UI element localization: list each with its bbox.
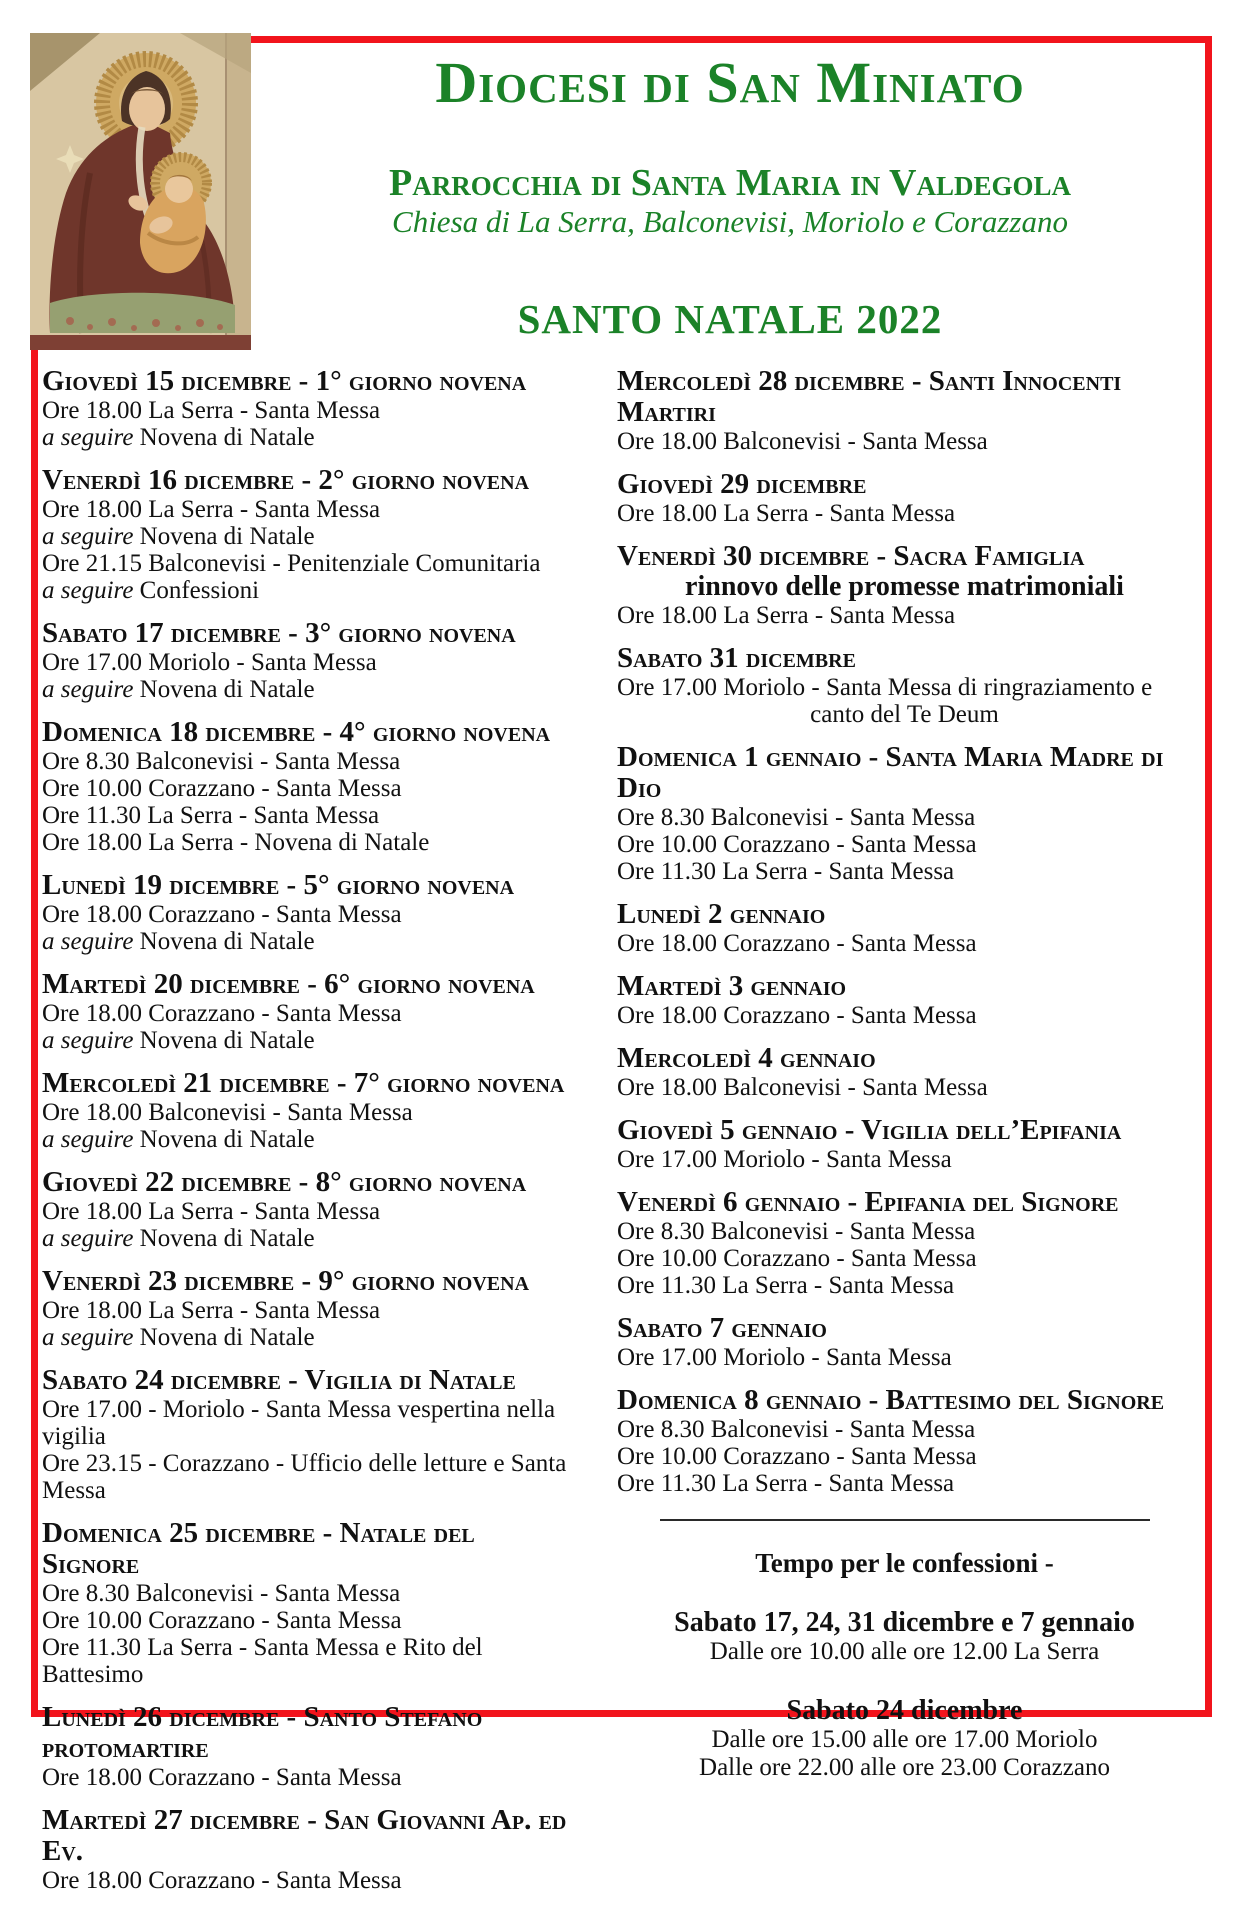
schedule-entry [617,1187,1192,1299]
confessions-line: Dalle ore 15.00 alle ore 17.00 Moriolo [711,1726,1098,1753]
entry-title: Sabato 7 gennaio [617,1312,827,1344]
entry-line: Ore 18.00 Corazzano - Santa Messa [617,1002,977,1029]
parish-title: Parrocchia di Santa Maria in Valdegola [388,162,1071,204]
confessions-line: Dalle ore 10.00 alle ore 12.00 La Serra [709,1638,1100,1665]
entry-title: Venerdì 23 dicembre - 9° giorno novena [42,1265,530,1297]
entry-line: Ore 11.30 La Serra - Santa Messa [617,858,955,885]
schedule-entry [617,1313,1192,1371]
schedule-column-left [42,366,570,1908]
entry-title: Sabato 24 dicembre - Vigilia di Natale [42,1364,516,1396]
entry-line: Ore 18.00 Balconevisi - Santa Messa [617,1074,988,1101]
entry-line: canto del Te Deum [810,701,999,728]
schedule-entry [42,717,570,856]
confessions-section-heading: Sabato 17, 24, 31 dicembre e 7 gennaio [674,1607,1135,1638]
entry-line: Ore 10.00 Corazzano - Santa Messa [617,831,977,858]
entry-line: Ore 18.00 Corazzano - Santa Messa [617,930,977,957]
schedule-entry [42,1805,570,1894]
schedule-right-entries [617,366,1192,1497]
entry-line: Ore 18.00 La Serra - Novena di Natale [42,829,430,856]
entry-line: Ore 18.00 La Serra - Santa Messa [42,496,381,523]
entry-title: Domenica 25 dicembre - Natale del Signore [42,1517,475,1580]
schedule-entry [617,541,1192,629]
madonna-and-child-fresco-image [30,33,251,350]
entry-title: Mercoledì 28 dicembre - Santi Innocenti Martiri [617,365,1122,428]
entry-line: a seguire Novena di Natale [42,676,315,703]
entry-line: a seguire Novena di Natale [42,424,315,451]
entry-line: Ore 11.30 La Serra - Santa Messa [617,1470,955,1497]
entry-line: Ore 18.00 La Serra - Santa Messa [617,500,956,527]
confessions-sections [617,1608,1192,1782]
entry-title: Venerdì 16 dicembre - 2° giorno novena [42,464,530,496]
schedule-entry [617,1115,1192,1173]
entry-line: Ore 18.00 La Serra - Santa Messa [617,602,956,629]
entry-line: Ore 17.00 Moriolo - Santa Messa di ringraziamento e [617,674,1153,701]
entry-title: Martedì 20 dicembre - 6° giorno novena [42,968,535,1000]
entry-title: Mercoledì 21 dicembre - 7° giorno novena [42,1067,565,1099]
schedule-entry [617,1043,1192,1101]
schedule-entry [617,971,1192,1029]
entry-line: Ore 18.00 La Serra - Santa Messa [42,1198,381,1225]
entry-title: Lunedì 19 dicembre - 5° giorno novena [42,869,515,901]
header [251,39,1209,341]
entry-title: Sabato 31 dicembre [617,642,856,674]
schedule-entry [617,469,1192,527]
entry-title: Mercoledì 4 gennaio [617,1042,876,1074]
entry-line: a seguire Novena di Natale [42,1324,315,1351]
churches-subtitle: Chiesa di La Serra, Balconevisi, Moriolo e Corazzano [392,204,1068,239]
entry-line: Ore 10.00 Corazzano - Santa Messa [617,1245,977,1272]
entry-line: Ore 10.00 Corazzano - Santa Messa [42,775,402,802]
diocese-title: Diocesi di San Miniato [435,50,1025,115]
entry-title: Giovedì 5 gennaio - Vigilia dell’Epifania [617,1114,1122,1146]
entry-line: a seguire Novena di Natale [42,1027,315,1054]
confessions-section-heading: Sabato 24 dicembre [786,1695,1023,1726]
entry-title: Venerdì 30 dicembre - Sacra Famiglia [617,540,1085,572]
schedule-entry [42,1702,570,1791]
entry-title: Giovedì 22 dicembre - 8° giorno novena [42,1166,527,1198]
entry-line: Ore 17.00 Moriolo - Santa Messa [42,649,377,676]
schedule-entry [617,899,1192,957]
entry-line: a seguire Novena di Natale [42,928,315,955]
entry-line: Ore 10.00 Corazzano - Santa Messa [617,1443,977,1470]
confessions-line: Dalle ore 22.00 alle ore 23.00 Corazzano [699,1754,1110,1781]
entry-title: Sabato 17 dicembre - 3° giorno novena [42,617,516,649]
entry-title: Giovedì 15 dicembre - 1° giorno novena [42,365,527,397]
entry-line: Ore 8.30 Balconevisi - Santa Messa [42,748,401,775]
entry-line: a seguire Novena di Natale [42,1225,315,1252]
event-title: SANTO NATALE 2022 [517,296,943,342]
entry-line: Ore 21.15 Balconevisi - Penitenziale Comunitaria [42,550,541,577]
entry-line: Ore 11.30 La Serra - Santa Messa [617,1272,955,1299]
entry-line: Ore 8.30 Balconevisi - Santa Messa [42,1580,401,1607]
entry-line: rinnovo delle promesse matrimoniali [685,571,1124,602]
entry-line: Ore 8.30 Balconevisi - Santa Messa [617,1416,976,1443]
entry-line: Ore 18.00 Corazzano - Santa Messa [42,1867,402,1894]
entry-line: Ore 11.30 La Serra - Santa Messa e Rito del Battesimo [42,1634,483,1688]
entry-title: Martedì 3 gennaio [617,970,847,1002]
schedule-entry [42,1068,570,1153]
entry-title: Domenica 18 dicembre - 4° giorno novena [42,716,551,748]
entry-line: Ore 23.15 - Corazzano - Ufficio delle letture e Santa Messa [42,1450,567,1504]
schedule-column-right [617,366,1192,1782]
entry-line: Ore 18.00 La Serra - Santa Messa [42,397,381,424]
entry-line: Ore 18.00 Balconevisi - Santa Messa [617,428,988,455]
confessions-section [617,1696,1192,1782]
entry-line: Ore 18.00 Corazzano - Santa Messa [42,1764,402,1791]
section-divider [660,1519,1150,1521]
schedule-entry [42,618,570,703]
entry-line: Ore 18.00 Corazzano - Santa Messa [42,901,402,928]
schedule-entry [42,1167,570,1252]
entry-line: Ore 18.00 Corazzano - Santa Messa [42,1000,402,1027]
entry-title: Domenica 8 gennaio - Battesimo del Signore [617,1384,1165,1416]
entry-line: Ore 10.00 Corazzano - Santa Messa [42,1607,402,1634]
schedule-entry [42,1518,570,1688]
fresco-illustration [30,33,251,350]
entry-line: a seguire Novena di Natale [42,1126,315,1153]
entry-line: Ore 8.30 Balconevisi - Santa Messa [617,1218,976,1245]
entry-line: Ore 11.30 La Serra - Santa Messa [42,802,380,829]
entry-title: Lunedì 26 dicembre - Santo Stefano protomartire [42,1701,483,1764]
schedule-entry [42,969,570,1054]
entry-line: Ore 17.00 Moriolo - Santa Messa [617,1344,952,1371]
entry-title: Martedì 27 dicembre - San Giovanni Ap. ed Ev. [42,1804,567,1867]
confessions-section [617,1608,1192,1666]
entry-line: Ore 17.00 - Moriolo - Santa Messa vespertina nella vigilia [42,1396,556,1450]
entry-line: Ore 17.00 Moriolo - Santa Messa [617,1146,952,1173]
entry-line: Ore 18.00 Balconevisi - Santa Messa [42,1099,413,1126]
schedule-entry [42,1365,570,1504]
entry-line: Ore 8.30 Balconevisi - Santa Messa [617,804,976,831]
schedule-entry [617,643,1192,728]
entry-title: Domenica 1 gennaio - Santa Maria Madre di Dio [617,741,1164,804]
schedule-entry [42,1266,570,1351]
entry-title: Venerdì 6 gennaio - Epifania del Signore [617,1186,1119,1218]
entry-title: Lunedì 2 gennaio [617,898,826,930]
entry-title: Giovedì 29 dicembre [617,468,867,500]
schedule-entry [617,742,1192,885]
schedule-entry [42,465,570,604]
entry-line: a seguire Confessioni [42,577,260,604]
schedule-entry [617,366,1192,455]
entry-line: Ore 18.00 La Serra - Santa Messa [42,1297,381,1324]
schedule-entry [42,366,570,451]
confessions-title: Tempo per le confessioni - [755,1548,1054,1578]
entry-line: a seguire Novena di Natale [42,523,315,550]
schedule-entry [42,870,570,955]
schedule-entry [617,1385,1192,1497]
